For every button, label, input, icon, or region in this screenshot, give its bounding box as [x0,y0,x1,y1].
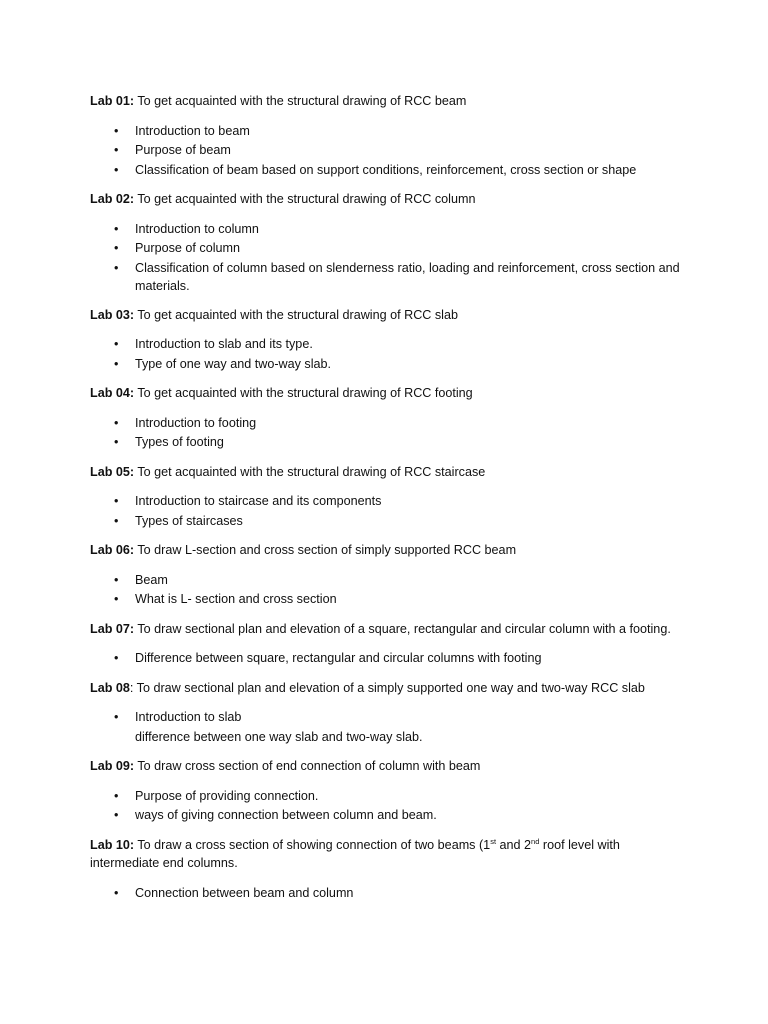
lab-title-part: To draw a cross section of showing connection of two beams (1 [137,837,491,852]
bullet-icon: • [114,808,119,822]
list-item: • Introduction to footing [90,414,690,434]
bullet-icon: • [114,592,119,606]
lab-title: To get acquainted with the structural drawing of RCC column [137,192,476,206]
list-item: • Purpose of column [90,239,690,259]
lab-heading [90,190,690,209]
lab-heading [90,384,690,403]
bullet-icon: • [114,788,119,803]
lab-title: : To draw sectional plan and elevation of a simply supported one way and two-way RCC slab [129,680,645,695]
lab-09 [90,757,690,826]
list-item: • Classification of beam based on support conditions, reinforcement, cross section or shape [90,161,690,181]
bullet-icon: • [114,415,119,430]
lab-heading [90,541,690,560]
list-item: • Types of staircases [90,512,690,532]
lab-title-part: and 2 [496,837,532,852]
list-item: • Introduction to staircase and its components [90,492,690,512]
bullet-icon: • [114,435,119,449]
lab-label: Lab 09: [90,759,135,773]
lab-07 [90,620,690,669]
list-item: • Introduction to beam [90,122,690,142]
lab-08 [90,679,690,748]
lab-title: To get acquainted with the structural drawing of RCC footing [137,386,473,400]
lab-topics [90,649,690,669]
lab-title: To get acquainted with the structural drawing of RCC slab [137,307,458,322]
lab-title: To get acquainted with the structural drawing of RCC beam [137,94,467,108]
lab-topics [90,787,690,826]
bullet-icon: • [114,885,119,900]
list-item: • Type of one way and two-way slab. [90,355,690,375]
lab-topics [90,708,690,747]
lab-title: To get acquainted with the structural drawing of RCC staircase [137,464,486,479]
lab-02 [90,190,690,296]
lab-title: To draw L-section and cross section of simply supported RCC beam [137,543,517,557]
lab-10 [90,836,690,904]
list-item: • What is L- section and cross section [90,590,690,610]
lab-label: Lab 10: [90,837,135,852]
lab-04 [90,384,690,453]
list-item: • Introduction to column [90,220,690,240]
bullet-icon: • [114,513,119,528]
bullet-icon: • [114,651,119,665]
lab-topics [90,122,690,181]
lab-heading [90,620,690,639]
lab-label: Lab 08 [90,680,130,695]
bullet-icon: • [114,710,119,724]
lab-heading [90,306,690,325]
lab-label: Lab 04: [90,386,135,400]
bullet-icon: • [114,337,119,351]
list-item: • ways of giving connection between column and beam. [90,806,690,826]
list-item: • Beam [90,571,690,591]
lab-label: Lab 02: [90,192,135,206]
list-item: • Introduction to slab and its type. [90,335,690,355]
lab-03 [90,306,690,375]
list-item: • Connection between beam and column [90,884,690,904]
bullet-icon: • [114,143,119,157]
bullet-icon: • [114,221,119,236]
list-item: • Purpose of beam [90,141,690,161]
lab-heading [90,92,690,111]
list-item: • Types of footing [90,433,690,453]
list-item: • Purpose of providing connection. [90,787,690,807]
lab-label: Lab 03: [90,307,135,322]
superscript: st [490,836,497,846]
lab-06 [90,541,690,610]
lab-01 [90,92,690,180]
superscript: nd [531,836,540,846]
lab-topics [90,220,690,296]
lab-title: To draw cross section of end connection of column with beam [137,759,481,773]
list-item: • Introduction to slab [90,708,690,728]
lab-topics [90,492,690,531]
lab-heading [90,836,690,873]
lab-label: Lab 05: [90,464,135,479]
bullet-icon: • [114,260,119,275]
list-item: • Difference between square, rectangular and circular columns with footing [90,649,690,669]
lab-label: Lab 06: [90,543,135,557]
bullet-icon: • [114,572,119,587]
lab-05 [90,463,690,532]
lab-title: To draw sectional plan and elevation of a square, rectangular and circular column with a footing. [137,621,671,636]
lab-label: Lab 07: [90,621,135,636]
lab-heading [90,757,690,776]
lab-heading [90,463,690,482]
list-item-continuation: difference between one way slab and two-way slab. [135,729,423,744]
list-item: • Classification of column based on slenderness ratio, loading and reinforcement, cross section and materials. [114,260,680,293]
lab-title-part: roof level with intermediate end columns. [90,837,620,870]
lab-label: Lab 01: [90,94,135,108]
lab-topics [90,571,690,610]
lab-topics [90,414,690,453]
bullet-icon: • [114,356,119,371]
bullet-icon: • [114,494,119,508]
bullet-icon: • [114,162,119,177]
lab-heading [90,679,690,698]
bullet-icon: • [114,241,119,255]
lab-list-document [90,92,690,913]
lab-topics [90,335,690,374]
bullet-icon: • [114,123,119,138]
lab-topics [90,884,690,904]
